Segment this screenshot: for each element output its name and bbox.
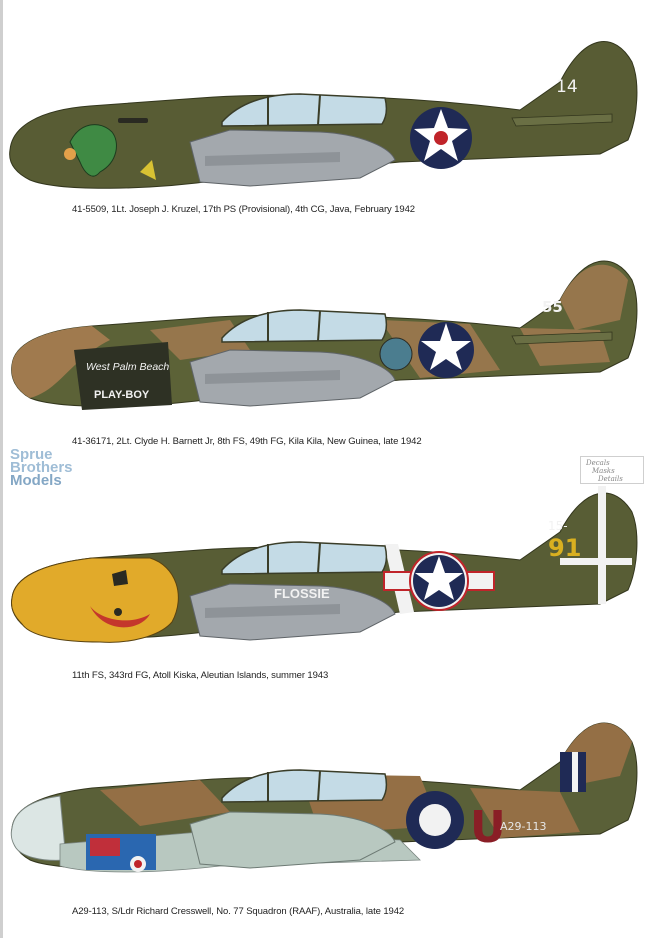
- profile-2: [0, 250, 654, 430]
- caption-4: A29-113, S/Ldr Richard Cresswell, No. 77 Squadron (RAAF), Australia, late 1942: [72, 906, 405, 917]
- profile-1: [0, 22, 654, 202]
- tail-code-2: 55: [542, 298, 563, 316]
- watermark-line2: Brothers: [10, 459, 73, 476]
- caption-1: 41-5509, 1Lt. Joseph J. Kruzel, 17th PS (Provisional), 4th CG, Java, February 1942: [72, 204, 415, 215]
- squadron-letter: U: [470, 802, 506, 853]
- nose-name-upper: West Palm Beach: [86, 361, 170, 373]
- fuselage-name-3: FLOSSIE: [274, 586, 330, 601]
- aircraft-profile-4: [0, 716, 654, 896]
- aircraft-profile-1: [0, 22, 654, 202]
- fuselage-code-4: A29-113: [500, 820, 547, 833]
- watermark-line1: Sprue: [10, 446, 53, 463]
- caption-2: 41-36171, 2Lt. Clyde H. Barnett Jr, 8th FS, 49th FG, Kila Kila, New Guinea, late 1942: [72, 436, 422, 447]
- tail-code-1: 14: [556, 77, 578, 97]
- nose-name-lower: PLAY-BOY: [94, 389, 150, 401]
- watermark-line3: Models: [10, 472, 62, 489]
- aircraft-profile-2: [0, 250, 654, 430]
- profile-4: [0, 716, 654, 896]
- logo-line2: Masks: [592, 467, 615, 475]
- tail-code-3-lower: 91: [548, 534, 582, 562]
- publisher-logo: [580, 456, 644, 484]
- tail-code-3-upper: 15-: [548, 519, 568, 533]
- profile-3: [0, 486, 654, 666]
- caption-3: 11th FS, 343rd FG, Atoll Kiska, Aleutian Islands, summer 1943: [72, 670, 329, 681]
- logo-line3: Details: [598, 475, 623, 483]
- logo-line1: Decals: [586, 459, 610, 467]
- aircraft-profile-3: [0, 486, 654, 666]
- watermark: [10, 448, 78, 487]
